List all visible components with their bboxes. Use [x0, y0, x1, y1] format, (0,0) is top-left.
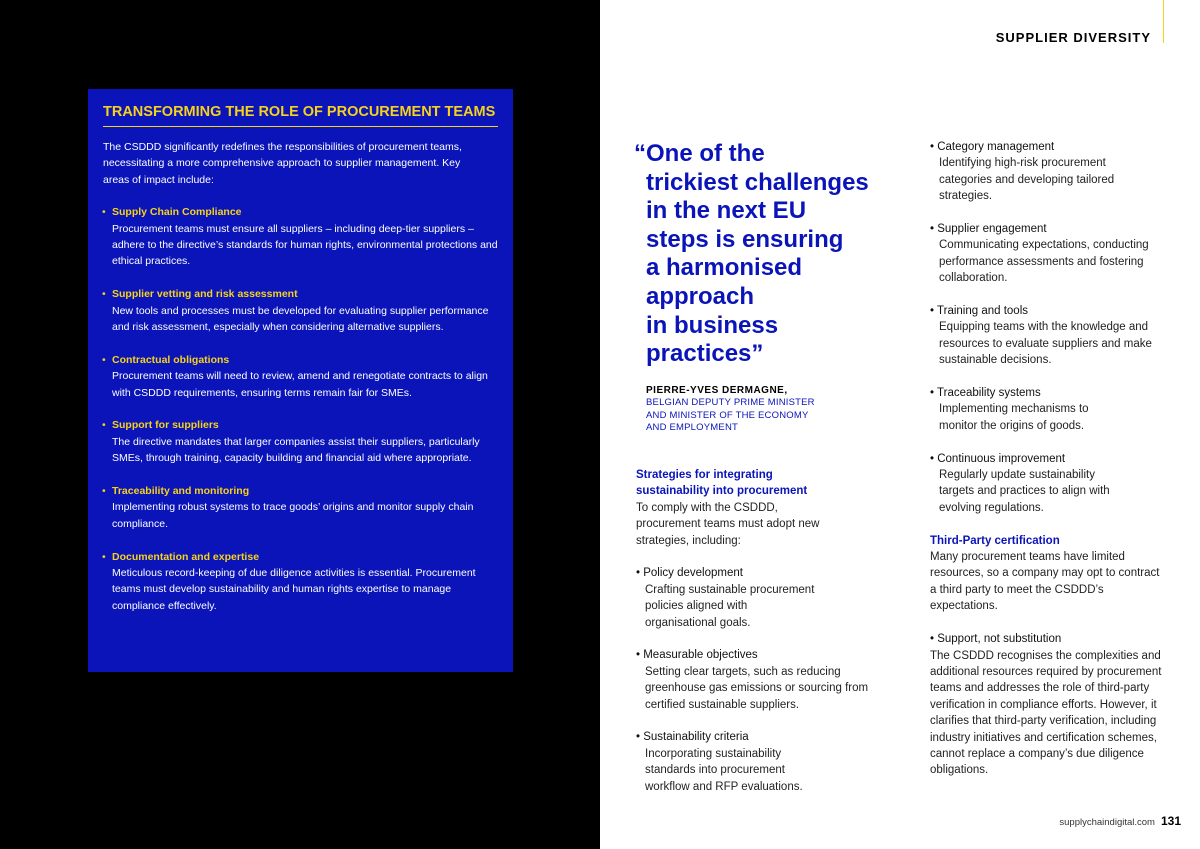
section-header: SUPPLIER DIVERSITY — [995, 30, 1151, 45]
header-divider — [1163, 0, 1164, 43]
strategy-item-text: Identifying high-risk procurement categories and developing tailored strategies. — [939, 157, 1115, 203]
bullet-icon: • — [102, 353, 106, 366]
box-item-title: Traceability and monitoring — [112, 485, 250, 498]
strategy-item-text: Incorporating sustainability standards into procurement workflow and RFP evaluations. — [645, 747, 803, 793]
strategies-intro: To comply with the CSDDD, procurement teams must adopt new strategies, including: — [636, 501, 820, 547]
strategy-item — [930, 451, 1180, 517]
footer-site: supplychaindigital.com — [1059, 817, 1155, 828]
support-text: The CSDDD recognises the complexities and additional resources required by procurement teams and addresses the role of third-party verification in compliance efforts. However, it clarifies that third-party verification, including industry initiatives and certification schemes, cannot replace a company’s due diligence obligations. — [930, 649, 1162, 777]
strategy-item — [930, 221, 1180, 287]
strategy-item-text: Equipping teams with the knowledge and resources to evaluate suppliers and make sustainable decisions. — [939, 321, 1152, 367]
bullet-icon: • — [102, 550, 106, 563]
quote-author-role: AND MINISTER OF THE ECONOMY — [646, 409, 809, 421]
bullet-icon: • — [102, 485, 106, 498]
strategy-item-title: • Sustainability criteria — [636, 731, 749, 744]
box-list-item — [103, 417, 498, 466]
certification-heading: Third-Party certification — [930, 534, 1060, 547]
strategy-item — [636, 729, 896, 795]
strategies-heading: Strategies for integrating sustainability into procurement — [636, 469, 808, 498]
box-item-text: New tools and processes must be developed for evaluating supplier performance and risk assessment, especially when considering alternative suppliers. — [112, 304, 489, 334]
box-list — [103, 204, 498, 614]
box-item-title: Documentation and expertise — [112, 550, 260, 563]
strategy-item — [636, 647, 896, 713]
box-list-item — [103, 483, 498, 532]
strategy-item — [930, 303, 1180, 369]
support-title: • Support, not substitution — [930, 633, 1062, 646]
quote-line: steps is ensuring — [646, 225, 844, 253]
box-title: TRANSFORMING THE ROLE OF PROCUREMENT TEAMS — [103, 103, 498, 127]
quote-line: in business — [646, 311, 779, 339]
quote-line: “One of the — [634, 140, 765, 167]
box-item-text: Procurement teams must ensure all suppliers – including deep-tier suppliers – adhere to the directive’s standards for human rights, environmental protections and ethical practices. — [112, 222, 498, 268]
page-number: 131 — [1160, 814, 1181, 828]
box-item-title: Contractual obligations — [112, 353, 230, 366]
strategy-item-text: Setting clear targets, such as reducing greenhouse gas emissions or sourcing from certified sustainable suppliers. — [645, 665, 869, 711]
quote-line: in the next EU — [646, 197, 807, 225]
quote-attribution — [646, 384, 876, 435]
procurement-teams-box — [88, 89, 513, 672]
box-list-item — [103, 352, 498, 401]
box-item-title: Supplier vetting and risk assessment — [112, 288, 298, 301]
strategy-item-title: • Measurable objectives — [636, 649, 758, 662]
strategy-item — [930, 385, 1180, 434]
right-column — [930, 139, 1180, 779]
box-item-text: The directive mandates that larger companies assist their suppliers, particularly SMEs, through training, capacity building and financial aid where appropriate. — [112, 435, 480, 465]
strategy-item-title: • Training and tools — [930, 305, 1029, 318]
strategy-item-title: • Supplier engagement — [930, 223, 1047, 236]
strategy-item — [636, 565, 896, 631]
quote-line: trickiest challenges — [646, 168, 869, 196]
strategy-item-title: • Continuous improvement — [930, 452, 1066, 465]
strategy-item-title: • Policy development — [636, 567, 743, 580]
box-list-item — [103, 204, 498, 270]
quote-author: PIERRE-YVES DERMAGNE, — [646, 385, 788, 396]
bullet-icon: • — [102, 206, 106, 219]
strategy-item-text: Regularly update sustainability targets and practices to align with evolving regulations. — [939, 469, 1110, 514]
strategy-item-title: • Category management — [930, 141, 1055, 153]
page-footer — [1059, 814, 1181, 828]
box-item-text: Implementing robust systems to trace goods’ origins and monitor supply chain compliance. — [112, 501, 474, 530]
certification-text: Many procurement teams have limited resources, so a company may opt to contract a third party to meet the CSDDD’s expectations. — [930, 551, 1160, 613]
strategy-item-text: Implementing mechanisms to monitor the origins of goods. — [939, 403, 1089, 432]
box-list-item — [103, 549, 498, 615]
quote-line: practices” — [646, 340, 764, 368]
strategy-item-text: Crafting sustainable procurement policies aligned with organisational goals. — [645, 583, 815, 629]
box-item-title: Support for suppliers — [112, 419, 219, 432]
strategy-item-text: Communicating expectations, conducting performance assessments and fostering collaboration. — [939, 239, 1149, 285]
box-list-item — [103, 286, 498, 335]
quote-author-role: AND EMPLOYMENT — [646, 422, 739, 433]
strategy-item-title: • Traceability systems — [930, 387, 1041, 400]
box-item-text: Procurement teams will need to review, amend and renegotiate contracts to align with CSDDD requirements, ensuring terms remain fair for SMEs. — [112, 370, 488, 399]
bullet-icon: • — [102, 288, 106, 301]
support-section — [930, 631, 1180, 779]
quote-line: a harmonised — [646, 254, 803, 282]
quote-line: approach — [646, 282, 755, 310]
strategies-column — [636, 467, 896, 795]
quote-author-role: BELGIAN DEPUTY PRIME MINISTER — [646, 397, 815, 408]
box-item-title: Supply Chain Compliance — [112, 206, 242, 219]
strategy-item — [930, 139, 1180, 205]
box-item-text: Meticulous record-keeping of due diligence activities is essential. Procurement teams must develop sustainability and human rights expertise to manage compliance effectively. — [112, 567, 476, 612]
pull-quote — [634, 140, 904, 369]
box-intro: The CSDDD significantly redefines the responsibilities of procurement teams, necessitating a more comprehensive approach to supplier management. Key areas of impact include: — [103, 141, 462, 186]
certification-section — [930, 533, 1180, 615]
bullet-icon: • — [102, 419, 106, 432]
